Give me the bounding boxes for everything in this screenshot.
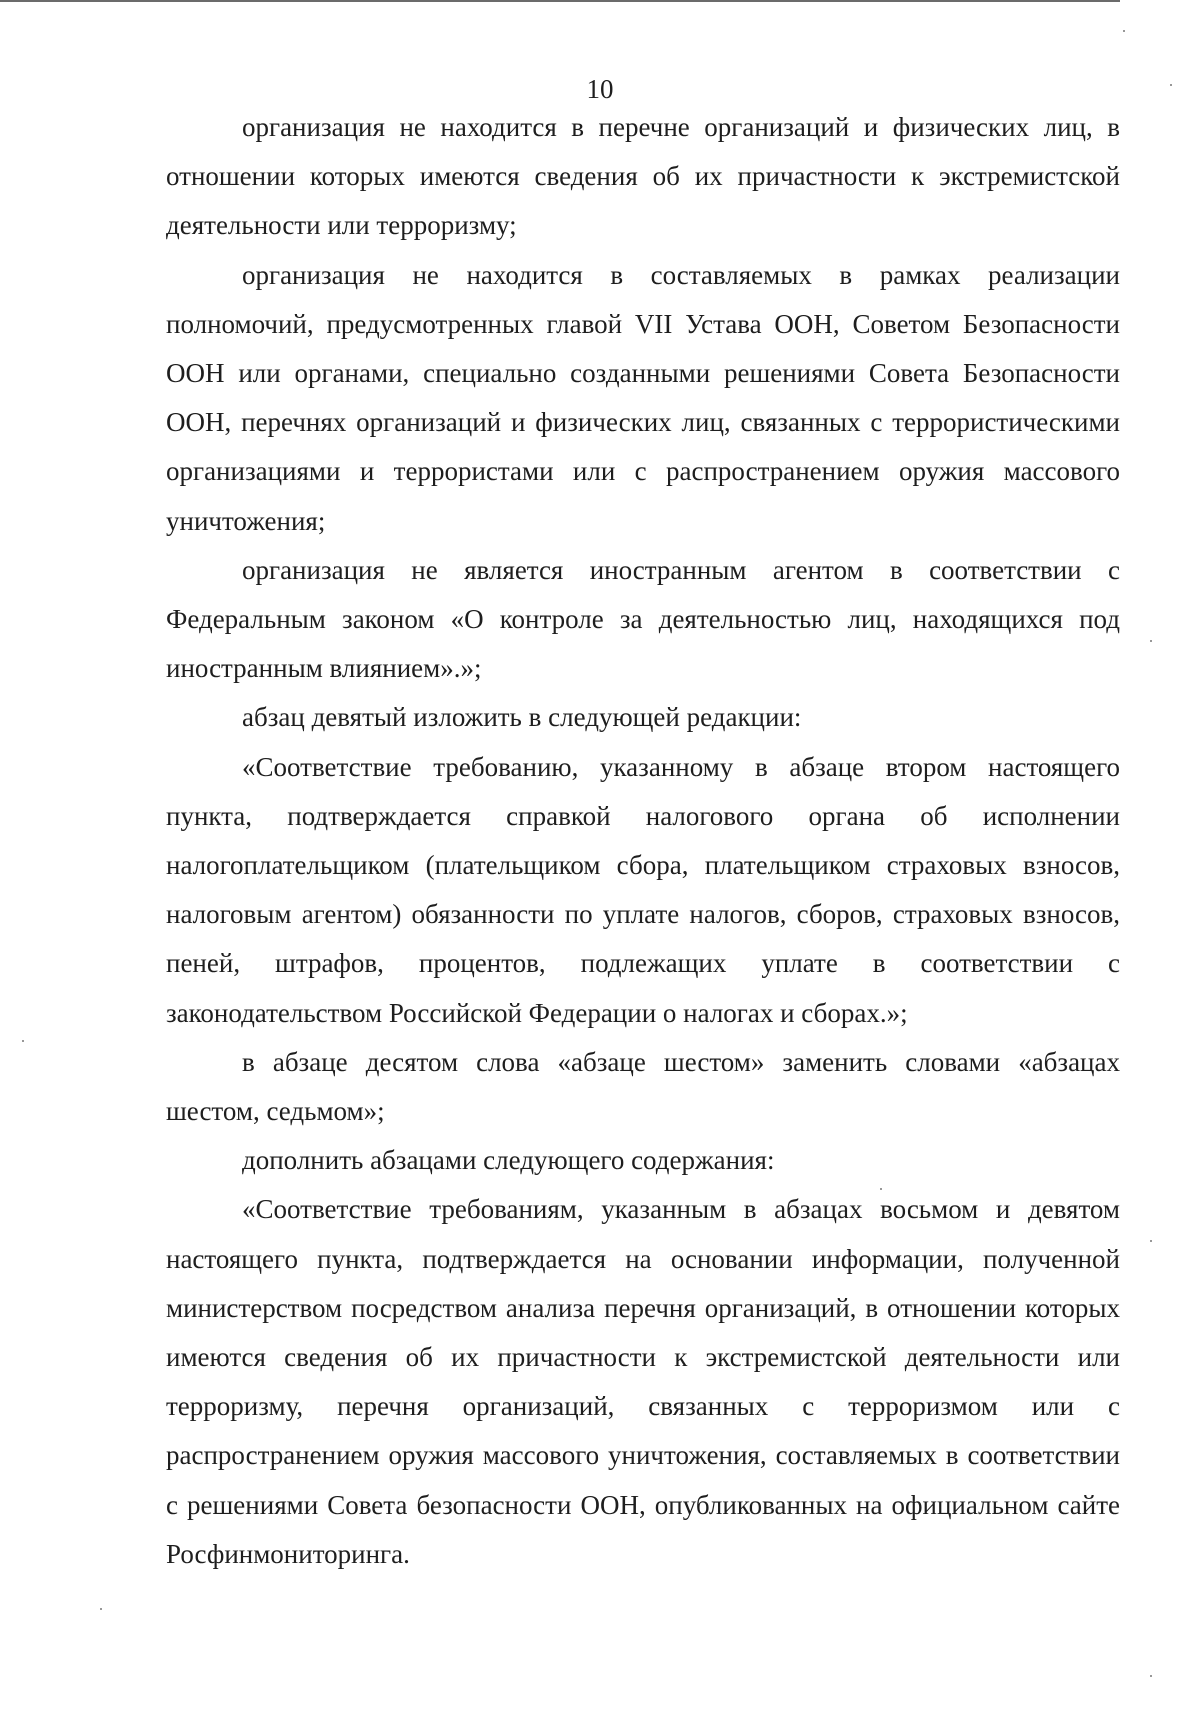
paragraph-8: «Соответствие требованиям, указанным в абзацах восьмом и девятом настоящего пункта, подтверждается на основании информации, полученной министерством посредством анализа перечня организаций, в отношении которых имеются сведения об их причастности к экстремистской деятельности или терроризму, перечня организаций, связанных с терроризмом или с распространением оружия массового уничтожения, составляемых в соответствии с решениями Совета безопасности ООН, опубликованных на официальном сайте Росфинмониторинга. bbox=[166, 1194, 1120, 1569]
scan-speck bbox=[22, 1040, 24, 1042]
scan-speck bbox=[1170, 84, 1172, 86]
paragraph-1: организация не находится в перечне организаций и физических лиц, в отношении которых имеются сведения об их причастности к экстремистской деятельности или терроризму; bbox=[166, 112, 1120, 241]
paragraph-5: «Соответствие требованию, указанному в абзаце втором настоящего пункта, подтверждается справкой налогового органа об исполнении налогоплательщиком (плательщиком сбора, плательщиком страховых взносов, налоговым агентом) обязанности по уплате налогов, сборов, страховых взносов, пеней, штрафов, процентов, подлежащих уплате в соответствии с законодательством Российской Федерации о налогах и сборах.»; bbox=[166, 751, 1120, 1028]
scan-speck bbox=[1150, 1675, 1152, 1677]
paragraph-2: организация не находится в составляемых в рамках реализации полномочий, предусмотренных главой VII Устава ООН, Советом Безопасности ООН или органами, специально созданными решениями Совета Безопасности ООН, перечнях организаций и физических лиц, связанных с террористическими организациями и террористами или с распространением оружия массового уничтожения; bbox=[166, 259, 1120, 536]
paragraph-4: абзац девятый изложить в следующей редакции: bbox=[242, 702, 802, 733]
scan-speck bbox=[1150, 1240, 1152, 1242]
paragraph-3: организация не является иностранным агентом в соответствии с Федеральным законом «О контроле за деятельностью лиц, находящихся под иностранным влиянием».»; bbox=[166, 554, 1120, 684]
document-body bbox=[166, 103, 1120, 1579]
page-number: 10 bbox=[586, 74, 614, 104]
paragraph-7: дополнить абзацами следующего содержания: bbox=[242, 1145, 775, 1176]
scan-speck bbox=[1150, 640, 1152, 642]
scan-speck bbox=[1123, 30, 1125, 32]
scan-speck bbox=[880, 1188, 882, 1190]
paragraph-6: в абзаце десятом слова «абзаце шестом» заменить словами «абзацах шестом, седьмом»; bbox=[166, 1046, 1120, 1127]
scan-speck bbox=[100, 1608, 102, 1610]
scan-top-edge bbox=[0, 0, 1120, 2]
